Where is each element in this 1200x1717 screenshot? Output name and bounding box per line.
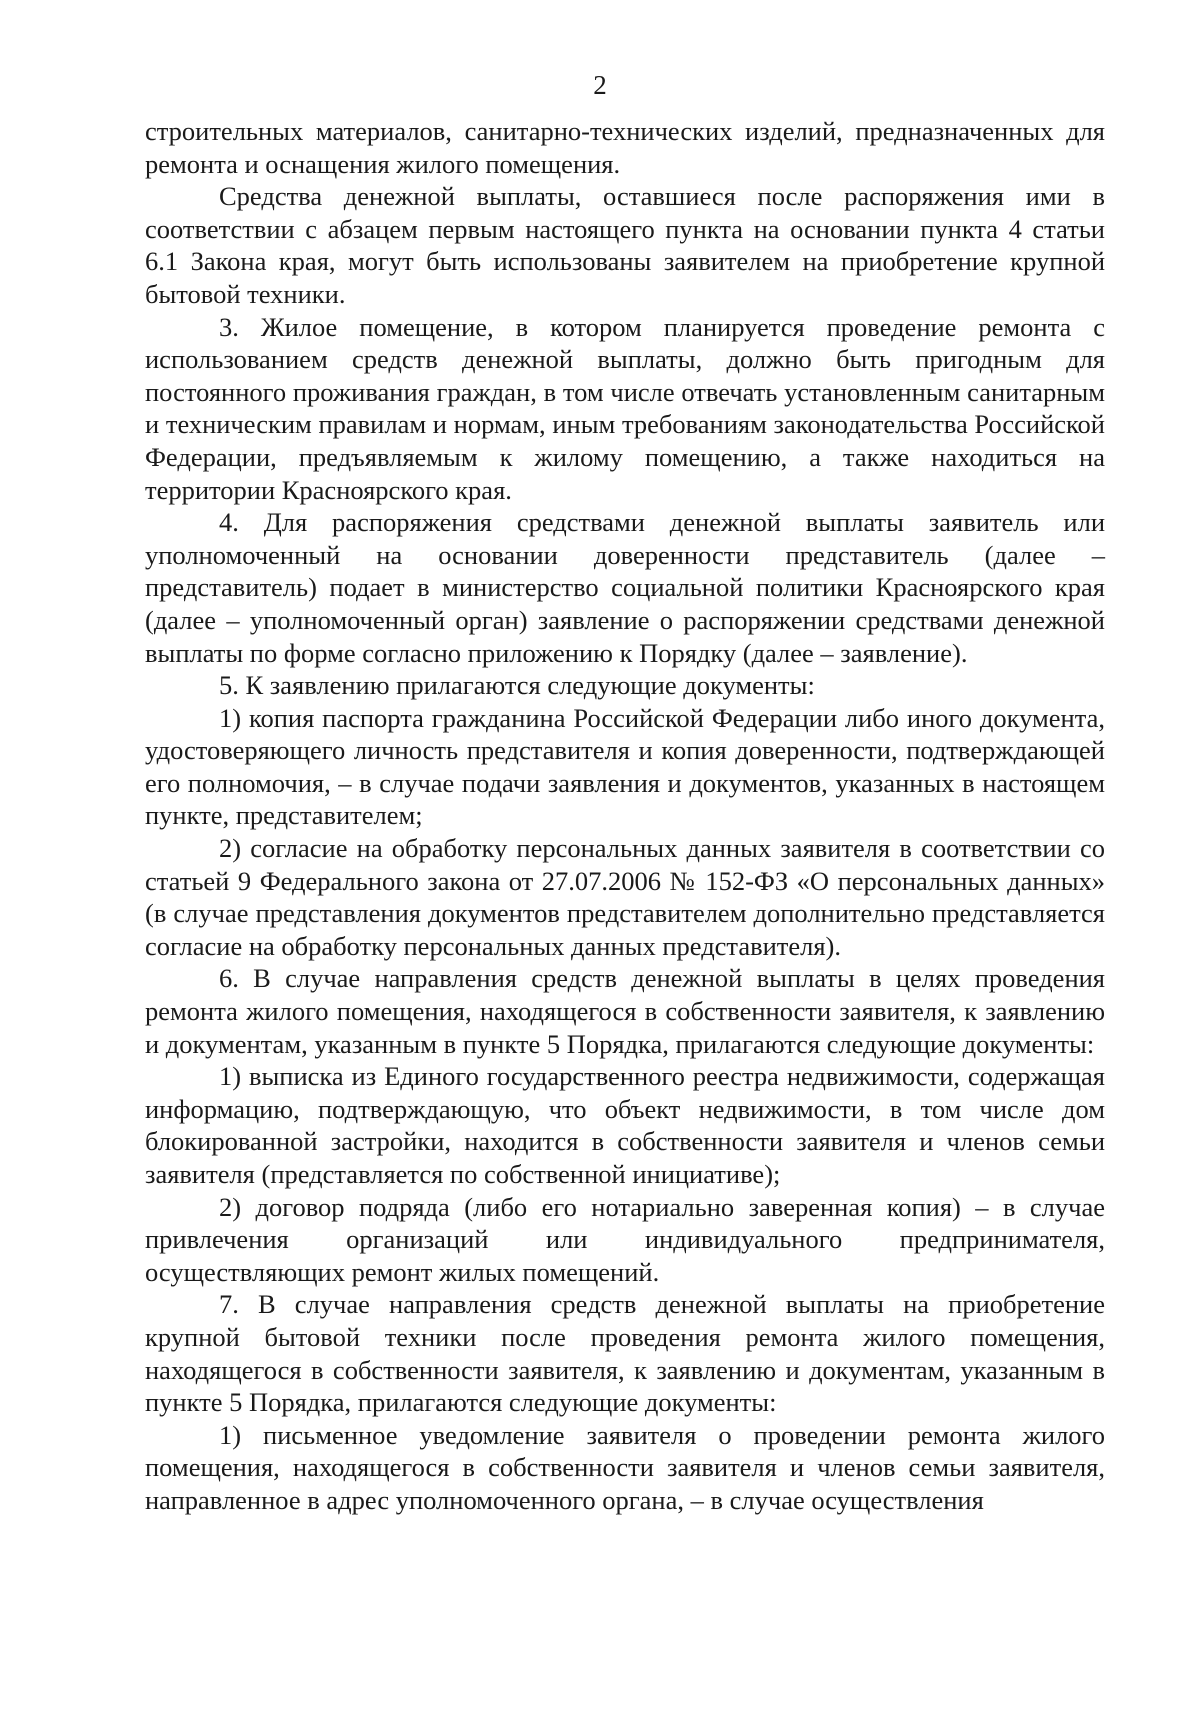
paragraph-continuation: строительных материалов, санитарно-технических изделий, предназначенных для ремонта и оснащения жилого помещения. xyxy=(145,116,1105,179)
paragraph-item-5: 5. К заявлению прилагаются следующие документы: xyxy=(219,670,815,701)
paragraph-item-3: 3. Жилое помещение, в котором планируется проведение ремонта с использованием средств денежной выплаты, должно быть пригодным для постоянного проживания граждан, в том числе отвечать установленным санитарным и техническим правилам и нормам, иным требованиям законодательства Российской Федерации, предъявляемым к жилому помещению, а также находиться на территории Красноярского края. xyxy=(145,311,1105,505)
paragraph-item-6-1: 1) выписка из Единого государственного реестра недвижимости, содержащая информацию, подтверждающую, что объект недвижимости, в том числе дом блокированной застройки, находится в собственности заявителя и членов семьи заявителя (представляется по собственной инициативе); xyxy=(145,1061,1105,1189)
paragraph-item-7-1: 1) письменное уведомление заявителя о проведении ремонта жилого помещения, находящегося в собственности заявителя и членов семьи заявителя, направленное в адрес уполномоченного органа, – в случае осуществления xyxy=(145,1419,1105,1515)
paragraph-item-6-2: 2) договор подряда (либо его нотариально заверенная копия) – в случае привлечения организаций или индивидуального предпринимателя, осуществляющих ремонт жилых помещений. xyxy=(145,1191,1105,1287)
document-body xyxy=(145,115,1105,1517)
paragraph-item-7: 7. В случае направления средств денежной выплаты на приобретение крупной бытовой техники после проведения ремонта жилого помещения, находящегося в собственности заявителя, к заявлению и документам, указанным в пункте 5 Порядка, прилагаются следующие документы: xyxy=(145,1289,1105,1418)
paragraph-item-5-1: 1) копия паспорта гражданина Российской Федерации либо иного документа, удостоверяющего личность представителя и копия доверенности, подтверждающей его полномочия, – в случае подачи заявления и документов, указанных в настоящем пункте, представителем; xyxy=(145,702,1105,831)
paragraph-remaining-funds: Средства денежной выплаты, оставшиеся после распоряжения ими в соответствии с абзацем первым настоящего пункта на основании пункта 4 статьи 6.1 Закона края, могут быть использованы заявителем на приобретение крупной бытовой техники. xyxy=(145,181,1105,309)
paragraph-item-5-2: 2) согласие на обработку персональных данных заявителя в соответствии со статьей 9 Федерального закона от 27.07.2006 № 152-ФЗ «О персональных данных» (в случае представления документов представителем дополнительно представляется согласие на обработку персональных данных представителя). xyxy=(145,833,1105,961)
paragraph-item-6: 6. В случае направления средств денежной выплаты в целях проведения ремонта жилого помещения, находящегося в собственности заявителя, к заявлению и документам, указанным в пункте 5 Порядка, прилагаются следующие документы: xyxy=(145,963,1105,1059)
page-number: 2 xyxy=(593,70,607,100)
paragraph-item-4: 4. Для распоряжения средствами денежной выплаты заявитель или уполномоченный на основании доверенности представитель (далее – представитель) подает в министерство социальной политики Красноярского края (далее – уполномоченный орган) заявление о распоряжении средствами денежной выплаты по форме согласно приложению к Порядку (далее – заявление). xyxy=(145,507,1105,668)
